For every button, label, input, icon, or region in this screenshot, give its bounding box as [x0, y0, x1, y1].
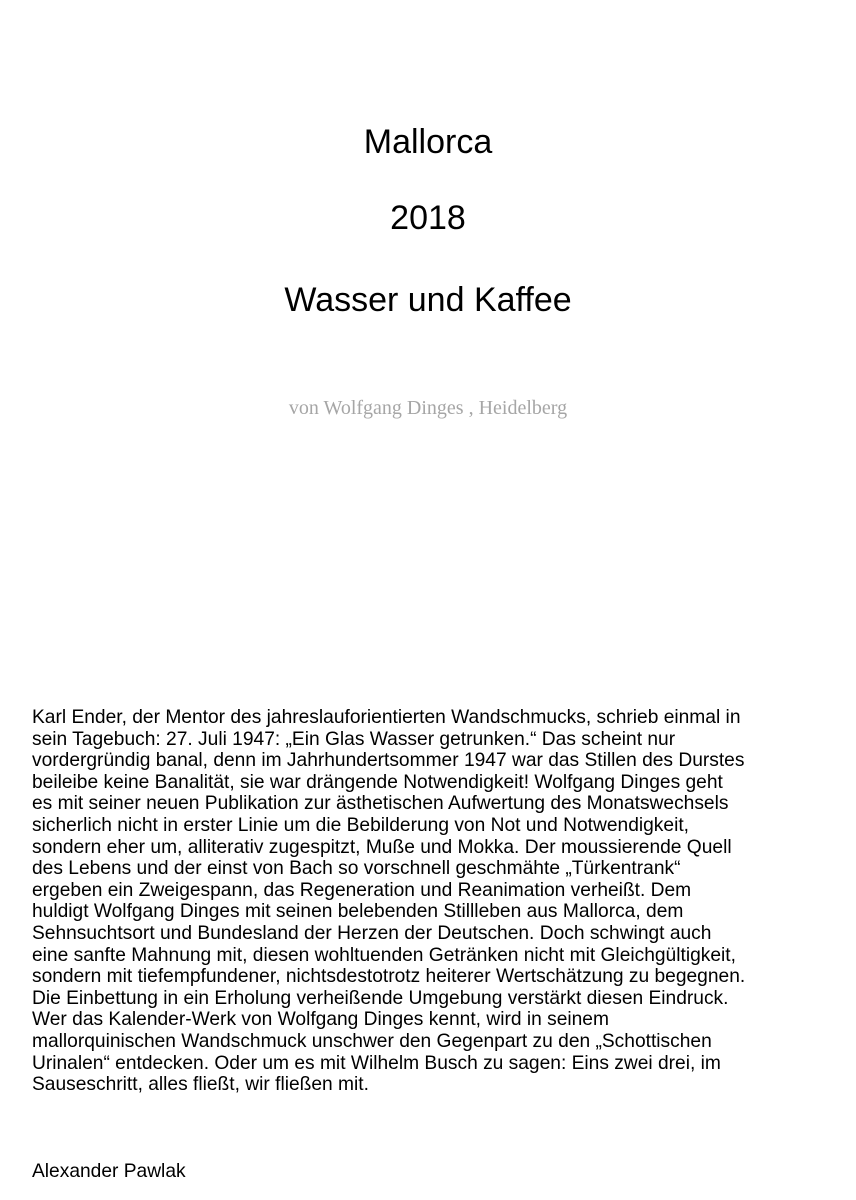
- body-line: Karl Ender, der Mentor des jahreslauforientierten Wandschmucks, schrieb einmal in: [32, 707, 741, 728]
- body-line: Urinalen“ entdecken. Oder um es mit Wilhelm Busch zu sagen: Eins zwei drei, im: [32, 1052, 721, 1074]
- body-line: ergeben ein Zweigespann, das Regeneration und Reanimation verheißt. Dem: [32, 879, 692, 901]
- body-line: sondern mit tiefempfundener, nichtsdestotrotz heiterer Wertschätzung zu begegnen.: [32, 966, 746, 988]
- body-line: huldigt Wolfgang Dinges mit seinen belebenden Stillleben aus Mallorca, dem: [32, 901, 684, 923]
- title-location: Mallorca: [363, 123, 493, 161]
- body-line: es mit seiner neuen Publikation zur ästhetischen Aufwertung des Monatswechsels: [32, 793, 729, 815]
- body-line: beileibe keine Banalität, sie war drängende Notwendigkeit! Wolfgang Dinges geht: [32, 771, 723, 793]
- body-line: vordergründig banal, denn im Jahrhundertsommer 1947 war das Stillen des Durstes: [32, 750, 745, 772]
- body-line: Wer das Kalender-Werk von Wolfgang Dinges kennt, wird in seinem: [32, 1009, 609, 1031]
- body-line: sicherlich nicht in erster Linie um die Bebilderung von Not und Notwendigkeit,: [32, 814, 689, 836]
- body-line: des Lebens und der einst von Bach so vorschnell geschmähte „Türkentrank“: [32, 858, 681, 880]
- body-paragraph: [32, 707, 840, 1096]
- body-line: eine sanfte Mahnung mit, diesen wohltuenden Getränken nicht mit Gleichgültigkeit,: [32, 944, 736, 966]
- title-subject: Wasser und Kaffee: [284, 281, 572, 319]
- body-line: Die Einbettung in ein Erholung verheißende Umgebung verstärkt diesen Eindruck.: [32, 987, 729, 1009]
- author-signature: Alexander Pawlak: [32, 1161, 186, 1182]
- author-byline: von Wolfgang Dinges , Heidelberg: [288, 397, 568, 419]
- body-line: Sehnsuchtsort und Bundesland der Herzen der Deutschen. Doch schwingt auch: [32, 922, 712, 944]
- body-line: mallorquinischen Wandschmuck unschwer den Gegenpart zu den „Schottischen: [32, 1030, 712, 1052]
- title-year: 2018: [390, 199, 466, 237]
- body-line: sein Tagebuch: 27. Juli 1947: „Ein Glas Wasser getrunken.“ Das scheint nur: [32, 728, 676, 750]
- body-line: sondern eher um, alliterativ zugespitzt, Muße und Mokka. Der moussierende Quell: [32, 836, 732, 858]
- body-line: Sauseschritt, alles fließt, wir fließen mit.: [32, 1074, 369, 1096]
